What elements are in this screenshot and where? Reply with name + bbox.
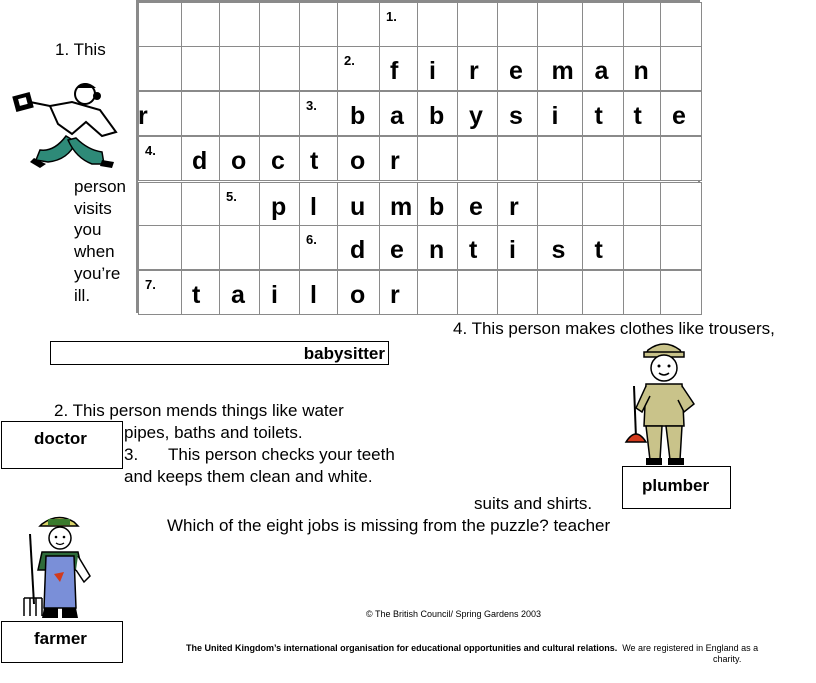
organisation-line-2: charity. [713,654,742,664]
grid-letter: a [231,281,245,309]
grid-letter: r [390,281,400,309]
grid-cell [537,91,584,136]
grid-letter: a [594,57,609,85]
grid-letter: r [469,57,479,85]
grid-cell [337,2,381,47]
grid-cell [660,2,702,47]
grid-cell [582,225,625,270]
grid-cell [417,46,459,91]
organisation-bold-text: The United Kingdom’s international organisation for educational opportunities and cultural relations. [186,643,618,653]
grid-cell [582,136,625,181]
grid-cell [537,270,584,315]
grid-cell [623,91,662,136]
grid-letter: d [192,147,208,175]
clue-number-3: 3. [306,98,317,113]
grid-letter: d [350,236,366,264]
grid-letter: l [310,281,317,309]
grid-letter: t [310,147,319,175]
grid-letter: y [469,102,483,130]
answer-box-doctor [1,421,123,469]
clue-number-7: 7. [145,277,156,292]
grid-cell [537,2,584,47]
plumber-illustration [622,338,706,468]
clue-number-5: 5. [226,189,237,204]
grid-cell [138,182,183,227]
organisation-line [186,643,758,653]
grid-cell [623,136,662,181]
grid-cell [582,182,625,227]
grid-cell [457,270,499,315]
grid-cell [497,136,539,181]
grid-letter: i [271,281,278,309]
grid-cell [660,182,702,227]
answer-label-babysitter: babysitter [303,344,385,363]
farmer-illustration [20,512,102,622]
answer-label-plumber: plumber [642,476,710,495]
grid-cell [417,270,459,315]
grid-letter: i [429,57,436,85]
grid-cell [259,225,301,270]
grid-letter: i [551,102,559,130]
grid-cell [582,91,625,136]
clue-3-line-2: and keeps them clean and white. [124,467,373,486]
grid-letter: t [594,102,603,130]
grid-letter: o [231,147,247,175]
grid-cell [497,270,539,315]
grid-cell [582,270,625,315]
grid-cell [660,225,702,270]
clue-1-line: you [74,220,102,240]
grid-letter: n [429,236,445,264]
grid-cell [259,46,301,91]
clue-1-text [74,176,126,306]
grid-cell [299,136,339,181]
grid-letter: s [551,236,566,264]
clue-4-line-2: suits and shirts. [474,494,593,513]
grid-cell [299,91,339,136]
grid-cell [623,270,662,315]
answer-box-babysitter [50,341,389,365]
answer-box-farmer [1,621,123,663]
grid-letter: e [469,193,483,221]
grid-letter: r [509,193,519,221]
grid-cell [299,182,339,227]
grid-letter: l [310,193,317,221]
grid-cell [181,182,221,227]
grid-letter: m [390,193,413,221]
grid-cell [660,46,702,91]
grid-cell [219,91,261,136]
grid-cell [379,46,419,91]
grid-letter: t [469,236,478,264]
answer-label-doctor: doctor [34,429,87,448]
grid-cell [299,270,339,315]
grid-letter: c [271,147,285,175]
grid-cell [219,46,261,91]
clue-1-line: ill. [74,285,91,305]
clue-1-line: person [74,177,126,196]
grid-cell [138,2,183,47]
grid-letter: b [429,102,445,130]
grid-letter: a [390,102,404,130]
clue-number-1: 1. [386,9,397,24]
grid-cell [660,270,702,315]
grid-cell [623,2,662,47]
grid-cell [181,270,221,315]
grid-cell [497,2,539,47]
grid-letter: i [509,236,516,264]
grid-cell [138,46,183,91]
grid-cell [138,225,183,270]
crossword-grid [136,0,700,313]
grid-cell [299,2,339,47]
clue-1-line: when [74,242,115,262]
grid-cell [181,91,221,136]
grid-letter: p [271,193,287,221]
grid-letter: t [594,236,603,264]
grid-letter: n [633,57,649,85]
clue-4-line-1: 4. This person makes clothes like trousers, [453,319,775,338]
grid-cell [457,2,499,47]
grid-cell [299,225,339,270]
clue-1-number: 1. This [55,40,106,59]
missing-job-question: Which of the eight jobs is missing from the puzzle? teacher [167,516,611,535]
grid-cell [457,136,499,181]
grid-letter: b [429,193,445,221]
grid-letter: o [350,147,366,175]
grid-cell [181,225,221,270]
grid-cell [660,136,702,181]
grid-letter: r [138,102,148,130]
grid-letter: b [350,102,366,130]
grid-cell [417,2,459,47]
clue-3-number: 3. [124,445,139,464]
grid-letter: e [672,102,686,130]
grid-letter: m [551,57,574,85]
grid-cell [219,2,261,47]
answer-box-plumber [622,466,731,509]
grid-cell [537,182,584,227]
grid-letter: u [350,193,366,221]
clue-3-line-1: This person checks your teeth [168,445,395,464]
clue-number-2: 2. [344,53,355,68]
grid-cell [457,225,499,270]
grid-cell [582,2,625,47]
grid-letter: e [390,236,404,264]
organisation-regular-text: We are registered in England as a [622,643,759,653]
clue-1-line: visits [74,198,112,218]
grid-cell [181,2,221,47]
clue-number-4: 4. [145,143,156,158]
doctor-running-illustration [10,76,122,176]
grid-cell [259,91,301,136]
grid-cell [623,225,662,270]
grid-cell [537,136,584,181]
grid-letter: t [192,281,201,309]
grid-cell [417,136,459,181]
grid-cell [259,270,301,315]
grid-letter: t [633,102,642,130]
clue-1-line: you’re [74,263,121,283]
grid-letter: f [390,57,399,85]
grid-letter: o [350,281,366,309]
grid-cell [219,225,261,270]
answer-label-farmer: farmer [34,629,87,648]
clue-2-line-2: pipes, baths and toilets. [124,423,303,442]
grid-cell [497,225,539,270]
grid-cell [259,2,301,47]
grid-cell [379,2,419,47]
grid-letter: r [390,147,400,175]
grid-letter: e [509,57,523,85]
grid-letter: s [509,102,523,130]
copyright-notice: © The British Council/ Spring Gardens 2003 [366,609,542,619]
grid-cell [623,182,662,227]
grid-cell [299,46,339,91]
clue-2-line-1: 2. This person mends things like water [54,401,344,420]
grid-cell [181,46,221,91]
clue-number-6: 6. [306,232,317,247]
